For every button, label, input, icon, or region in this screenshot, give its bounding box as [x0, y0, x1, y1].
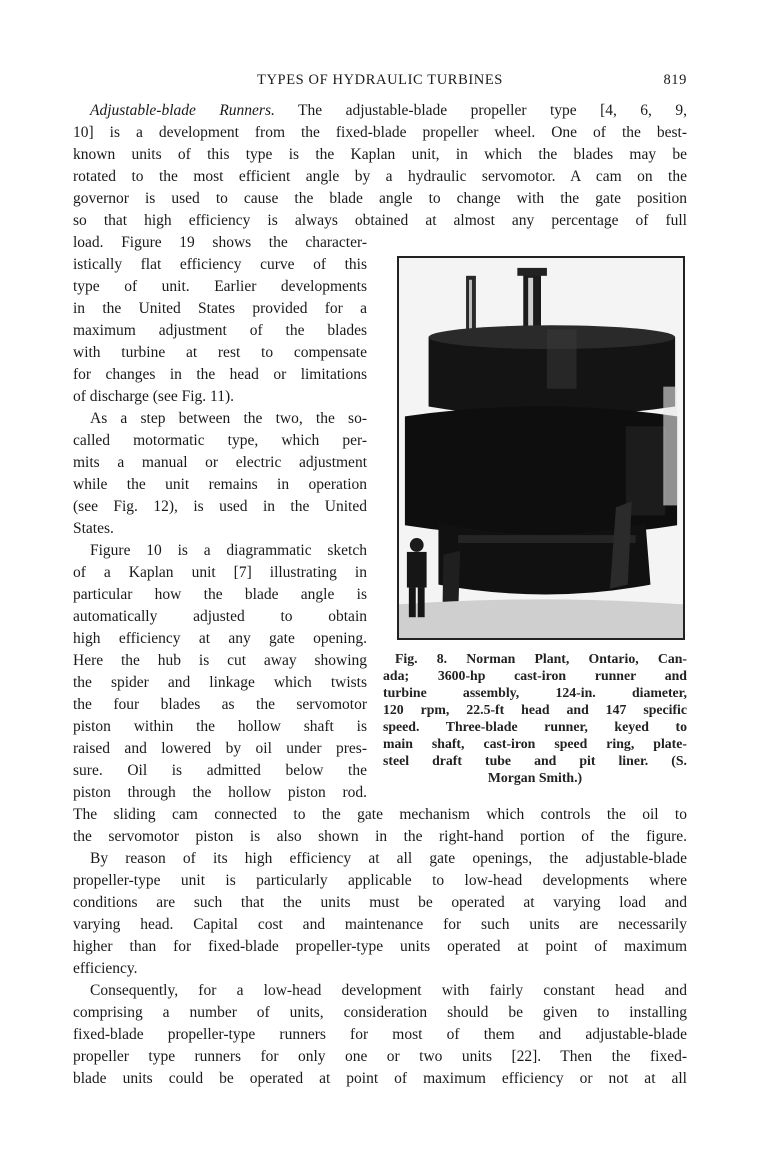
text-line: 10] is a development from the fixed-blade propeller wheel. One of the best- [73, 124, 687, 141]
text-line: automatically adjusted to obtain [73, 608, 367, 625]
text-line: Here the hub is cut away showing [73, 652, 367, 669]
section-heading: Adjustable-blade Runners. [90, 102, 275, 119]
caption-line: Morgan Smith.) [487, 770, 583, 785]
text-line: istically flat efficiency curve of this [73, 256, 367, 273]
text-line: type of unit. Earlier developments [73, 278, 367, 295]
text-line: the spider and linkage which twists [73, 674, 367, 691]
caption-line: ada; 3600-hp cast-iron runner and [383, 668, 687, 683]
text-line: States. [73, 520, 114, 537]
text-line: Consequently, for a low-head development with fairly constant head and [90, 982, 687, 999]
text-line: the four blades as the servomotor [73, 696, 367, 713]
text-line: conditions are such that the units must be operated at varying load and [73, 894, 687, 911]
text-line: of a Kaplan unit [7] illustrating in [73, 564, 367, 581]
text-line: propeller-type unit is particularly applicable to low-head developments where [73, 872, 687, 889]
text-line: higher than for fixed-blade propeller-type units operated at point of maximum [73, 938, 687, 955]
caption-line: main shaft, cast-iron speed ring, plate- [383, 736, 687, 751]
text-line: while the unit remains in operation [73, 476, 367, 493]
text-line: piston within the hollow shaft is [73, 718, 367, 735]
text-span: The adjustable-blade propeller type [4, 6, 9, [298, 102, 687, 119]
text-line: mits a manual or electric adjustment [73, 454, 367, 471]
text-line: with turbine at rest to compensate [73, 344, 367, 361]
turbine-photo-image [399, 258, 683, 638]
text-line [73, 100, 687, 122]
text-line: called motormatic type, which per- [73, 432, 367, 449]
text-line: known units of this type is the Kaplan unit, in which the blades may be [73, 146, 687, 163]
text-line: governor is used to cause the blade angle to change with the gate position [73, 190, 687, 207]
caption-line: 120 rpm, 22.5-ft head and 147 specific [383, 702, 687, 717]
text-line: As a step between the two, the so- [90, 410, 367, 427]
text-line: load. Figure 19 shows the character- [73, 234, 367, 251]
text-line: The sliding cam connected to the gate mechanism which controls the oil to [73, 806, 687, 823]
turbine-photograph [397, 256, 685, 640]
text-line: particular how the blade angle is [73, 586, 367, 603]
text-line: of discharge (see Fig. 11). [73, 388, 234, 405]
figure-caption [383, 650, 687, 786]
caption-line: turbine assembly, 124-in. diameter, [383, 685, 687, 700]
text-line: fixed-blade propeller-type runners for most of them and adjustable-blade [73, 1026, 687, 1043]
text-line: blade units could be operated at point of maximum efficiency or not at all [73, 1070, 687, 1087]
text-line: rotated to the most efficient angle by a hydraulic servomotor. A cam on the [73, 168, 687, 185]
text-line: Figure 10 is a diagrammatic sketch [90, 542, 367, 559]
caption-line: Fig. 8. Norman Plant, Ontario, Can- [395, 651, 687, 666]
text-line: maximum adjustment of the blades [73, 322, 367, 339]
text-line: so that high efficiency is always obtained at almost any percentage of full [73, 212, 687, 229]
text-line: sure. Oil is admitted below the [73, 762, 367, 779]
text-line: propeller type runners for only one or two units [22]. Then the fixed- [73, 1048, 687, 1065]
page-number: 819 [663, 72, 687, 88]
text-line: for changes in the head or limitations [73, 366, 367, 383]
text-line: piston through the hollow piston rod. [73, 784, 367, 801]
text-line: varying head. Capital cost and maintenance for such units are necessarily [73, 916, 687, 933]
text-line: By reason of its high efficiency at all gate openings, the adjustable-blade [90, 850, 687, 867]
text-line: comprising a number of units, consideration should be given to installing [73, 1004, 687, 1021]
text-line: high efficiency at any gate opening. [73, 630, 367, 647]
caption-line: speed. Three-blade runner, keyed to [383, 719, 687, 734]
text-line: in the United States provided for a [73, 300, 367, 317]
text-line: efficiency. [73, 960, 138, 977]
caption-line: steel draft tube and pit liner. (S. [383, 753, 687, 768]
running-header [73, 72, 687, 94]
text-line: (see Fig. 12), is used in the United [73, 498, 367, 515]
text-line: raised and lowered by oil under pres- [73, 740, 367, 757]
text-line: the servomotor piston is also shown in the right-hand portion of the figure. [73, 828, 687, 845]
running-title: TYPES OF HYDRAULIC TURBINES [257, 72, 503, 88]
